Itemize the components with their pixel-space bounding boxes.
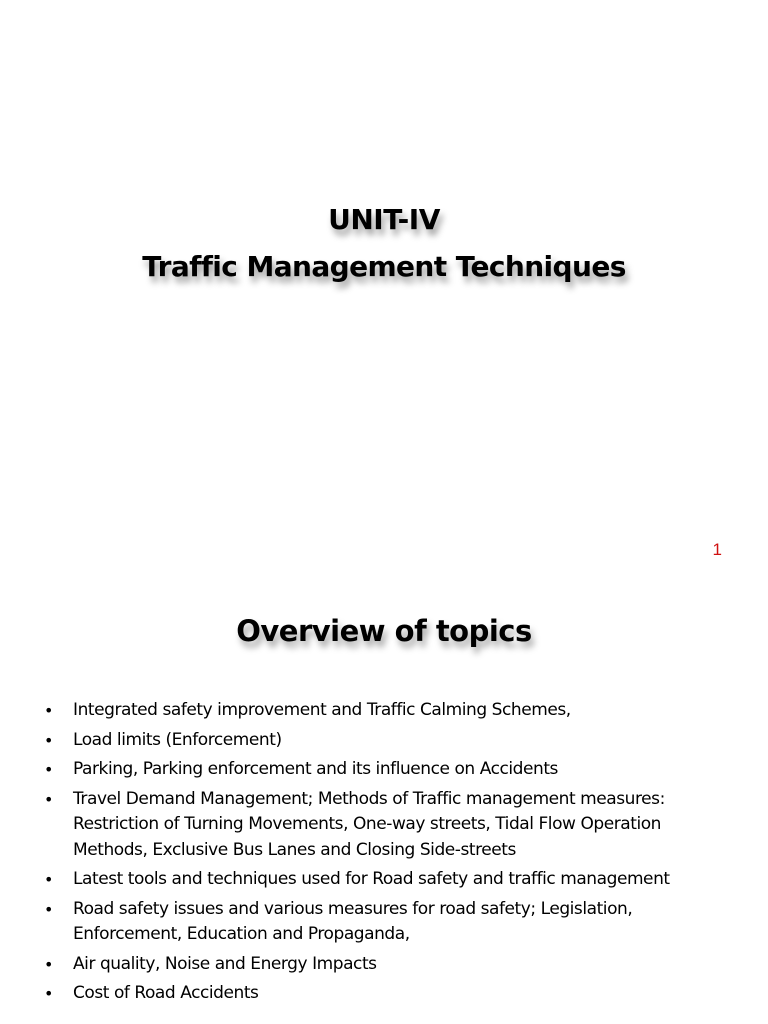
list-item (42, 728, 742, 754)
list-item-text: Cost of Road Accidents (73, 983, 259, 1003)
bullet-icon: • (44, 954, 53, 974)
bullet-icon: • (44, 730, 53, 750)
list-item (42, 787, 742, 864)
list-item (42, 698, 742, 724)
list-item-text: Travel Demand Management; Methods of Traffic management measures: (73, 788, 665, 809)
list-item-text: Methods, Exclusive Bus Lanes and Closing Side-streets (73, 839, 516, 860)
list-item (42, 757, 742, 783)
list-item-text: Parking, Parking enforcement and its influence on Accidents (73, 759, 558, 779)
overview-title: Overview of topics (236, 614, 532, 648)
list-item-text: Enforcement, Education and Propaganda, (73, 924, 410, 944)
topic-list (42, 698, 742, 1011)
slide-number: 1 (712, 540, 722, 559)
slide-title (0, 198, 768, 292)
bullet-icon: • (44, 899, 53, 919)
unit-heading: UNIT-IV (328, 203, 440, 236)
list-item-text: Latest tools and techniques used for Road safety and traffic management (73, 869, 670, 889)
list-item-text: Restriction of Turning Movements, One-way streets, Tidal Flow Operation (73, 814, 661, 834)
list-item (42, 867, 742, 893)
bullet-icon: • (44, 789, 53, 809)
bullet-icon: • (44, 760, 53, 779)
list-item (42, 952, 742, 978)
bullet-icon: • (44, 870, 53, 889)
list-item (42, 897, 742, 948)
list-item-text: Road safety issues and various measures for road safety; Legislation, (73, 898, 633, 919)
overview-slide (0, 592, 768, 1024)
topic-heading: Traffic Management Techniques (142, 250, 626, 283)
list-item-text: Integrated safety improvement and Traffic Calming Schemes, (73, 700, 571, 720)
bullet-icon: • (44, 984, 53, 1003)
list-item-text: Air quality, Noise and Energy Impacts (73, 953, 377, 974)
list-item (42, 981, 742, 1007)
list-item-text: Load limits (Enforcement) (73, 729, 282, 750)
bullet-icon: • (44, 701, 53, 720)
